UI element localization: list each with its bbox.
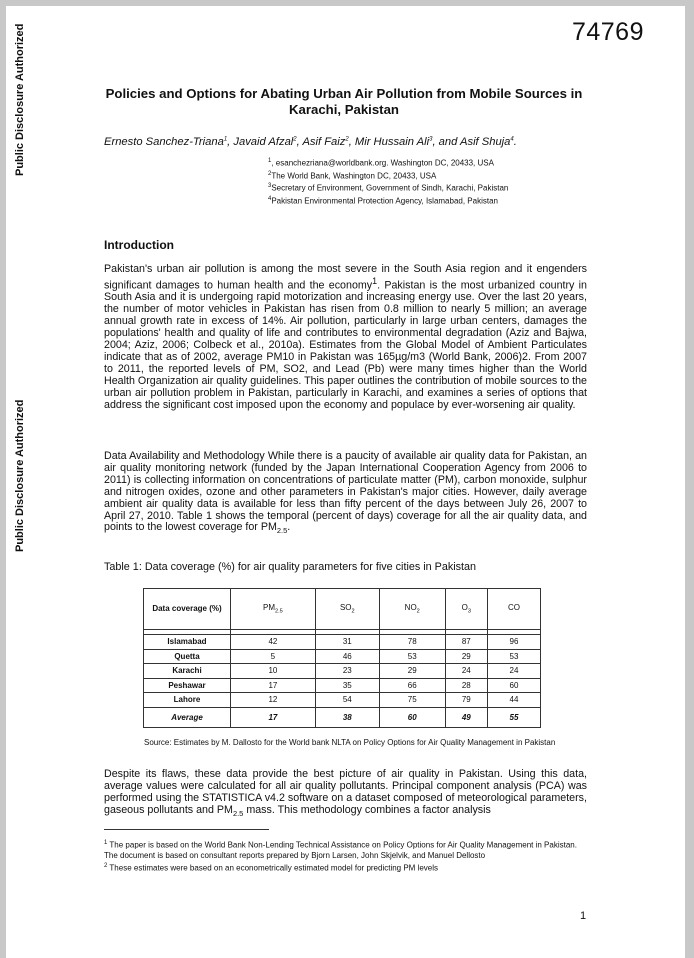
author-name: Asif Shuja — [460, 136, 511, 148]
affiliation-mark: 3 — [268, 183, 272, 190]
affiliation-line — [268, 169, 508, 182]
footnote-marker: 1 — [372, 275, 378, 286]
author-affiliation-mark: 1 — [223, 136, 228, 143]
table-row — [144, 693, 541, 708]
subscript: 2.5 — [232, 808, 244, 818]
footnote-divider — [104, 829, 269, 830]
author-name: Mir Hussain Ali — [354, 136, 430, 148]
value-cell: 12 — [231, 693, 316, 708]
affiliation-list — [268, 156, 508, 207]
value-cell: 54 — [315, 693, 379, 708]
author-separator: . — [513, 136, 517, 148]
affiliation-text: Pakistan Environmental Protection Agency, Islamabad, Pakistan — [271, 196, 498, 206]
value-cell: 53 — [487, 649, 540, 664]
footnote-list — [104, 838, 584, 873]
footnote-mark: 2 — [104, 862, 108, 869]
affiliation-mark: 1 — [268, 158, 272, 164]
column-header — [231, 589, 316, 630]
city-cell: Karachi — [144, 664, 231, 679]
author-separator: , — [227, 136, 234, 148]
average-value-cell: 38 — [315, 707, 379, 727]
data-coverage-table — [143, 588, 541, 728]
value-cell: 24 — [445, 664, 487, 679]
table-average-row — [144, 707, 541, 727]
author-affiliation-mark: 2 — [293, 136, 297, 143]
value-cell: 46 — [315, 649, 379, 664]
section-heading: Introduction — [104, 238, 174, 252]
disclosure-stamp-top — [14, 160, 26, 176]
average-label-cell: Average — [144, 707, 231, 727]
author-name: Ernesto Sanchez-Triana — [104, 136, 224, 148]
value-cell: 78 — [379, 635, 445, 650]
paragraph-text: . — [287, 521, 291, 534]
value-cell: 23 — [315, 664, 379, 679]
value-cell: 17 — [231, 678, 316, 693]
subscript: 3 — [467, 608, 471, 615]
value-cell: 10 — [231, 664, 316, 679]
footnote-text: The paper is based on the World Bank Non-Lending Technical Assistance on Policy Options for Air Quality Management in Pakistan. The document is based on consultant reports prepared by Bjorn Larsen, John Skjelvik, and Manuel Dellosto — [104, 840, 577, 860]
column-header-text: PM — [263, 603, 276, 613]
affiliation-text: , esanchezriana@worldbank.org. Washington DC, 20433, USA — [271, 158, 494, 168]
value-cell: 35 — [315, 678, 379, 693]
author-affiliation-mark: 3 — [429, 136, 433, 143]
city-cell: Peshawar — [144, 678, 231, 693]
affiliation-line — [268, 181, 508, 194]
author-separator: , and — [432, 136, 461, 148]
paragraph-text: mass. This methodology combines a factor analysis — [243, 803, 491, 816]
value-cell: 44 — [487, 693, 540, 708]
paragraph-text: Pakistan's urban air pollution is among the most severe in the South Asia region and it engenders significant damages to human health and the economy — [104, 263, 587, 292]
value-cell: 75 — [379, 693, 445, 708]
city-cell: Islamabad — [144, 635, 231, 650]
table-row — [144, 664, 541, 679]
author-separator: , — [348, 136, 355, 148]
table-row — [144, 635, 541, 650]
value-cell: 96 — [487, 635, 540, 650]
footnote-text: These estimates were based on an econometrically estimated model for predicting PM levels — [107, 863, 439, 873]
column-header-text: SO — [339, 603, 352, 613]
column-header-text: CO — [507, 603, 520, 613]
affiliation-mark: 2 — [268, 170, 272, 177]
table-row — [144, 649, 541, 664]
subscript: 2.5 — [275, 608, 283, 615]
author-list — [104, 136, 517, 148]
column-header — [379, 589, 445, 630]
body-paragraph — [104, 769, 587, 820]
affiliation-line — [268, 156, 508, 169]
paper-title: Policies and Options for Abating Urban Air Pollution from Mobile Sources in Karachi, Pakistan — [105, 86, 583, 117]
column-header — [445, 589, 487, 630]
column-header — [487, 589, 540, 630]
disclosure-stamp-bottom — [14, 536, 26, 552]
city-cell: Lahore — [144, 693, 231, 708]
page-number: 1 — [580, 910, 587, 922]
value-cell: 28 — [445, 678, 487, 693]
value-cell: 24 — [487, 664, 540, 679]
column-header — [315, 589, 379, 630]
affiliation-line — [268, 194, 508, 207]
footnote — [104, 861, 584, 874]
affiliation-mark: 4 — [268, 195, 272, 202]
subscript: 2 — [351, 608, 355, 615]
author-name: Javaid Afzal — [233, 136, 294, 148]
value-cell: 42 — [231, 635, 316, 650]
body-paragraph — [104, 451, 587, 537]
author-name: Asif Faiz — [302, 136, 346, 148]
value-cell: 87 — [445, 635, 487, 650]
table-source-note: Source: Estimates by M. Dallosto for the World bank NLTA on Policy Options for Air Quality Management in Pakistan — [144, 738, 556, 747]
affiliation-text: Secretary of Environment, Government of Sindh, Karachi, Pakistan — [271, 183, 509, 193]
average-value-cell: 17 — [231, 707, 316, 727]
subscript: 2.5 — [276, 526, 288, 536]
author-affiliation-mark: 2 — [345, 136, 349, 143]
average-value-cell: 55 — [487, 707, 540, 727]
table-caption: Table 1: Data coverage (%) for air quality parameters for five cities in Pakistan — [104, 561, 477, 573]
table-corner-cell: Data coverage (%) — [144, 589, 231, 630]
value-cell: 29 — [379, 664, 445, 679]
table-header-row — [144, 589, 541, 630]
affiliation-text: The World Bank, Washington DC, 20433, USA — [271, 171, 437, 181]
average-value-cell: 60 — [379, 707, 445, 727]
city-cell: Quetta — [144, 649, 231, 664]
table-row — [144, 678, 541, 693]
value-cell: 60 — [487, 678, 540, 693]
value-cell: 31 — [315, 635, 379, 650]
paragraph-text: Data Availability and Methodology While there is a paucity of available air quality data for Pakistan, an air quality monitoring network (funded by the Japan International Cooperation Agency from 2006 to 2011) is collecting information on concentrations of particulate matter (PM), carbon monoxide, sulphur and nitrogen oxides, ozone and other parameters in Pakistan's major cities. However, daily average ambient air quality data is available for less than fifty percent of the days between July 26, 2007 to April 27, 2010. Table 1 shows the temporal (percent of days) coverage for all the air quality data, and points to the lowest coverage for PM — [104, 450, 587, 534]
author-affiliation-mark: 4 — [510, 136, 514, 143]
subscript: 2 — [416, 608, 420, 615]
author-separator: , — [296, 136, 303, 148]
value-cell: 29 — [445, 649, 487, 664]
paragraph-text: Despite its flaws, these data provide the best picture of air quality in Pakistan. Using this data, average values were calculated for all air quality pollutants. Principal component analysis (PCA) was performed using the STATISTICA v4.2 software on a dataset composed of meteorological parameters, gaseous pollutants and PM — [104, 768, 587, 816]
value-cell: 79 — [445, 693, 487, 708]
paragraph-text: . Pakistan is the most urbanized country in South Asia and it is undergoing rapid motorization and increasing energy use. Over the last 20 years, the number of motor vehicles in Pakistan has risen from 0.8 million to nearly 5 million; an average annual growth rate in excess of 14%. Air pollution, particularly in large urban centers, damages the populations' health and quality of life and contributes to environmental degradation (Aziz and Bajwa, 2004; Aziz, 2006; Colbeck et al., 2010a). Estimates from the Global Model of Ambient Particulates indicate that as of 2002, average PM10 in Pakistan was 165µg/m3 (World Bank, 2006)2. From 2007 to 2011, the reported levels of PM, SO2, and Lead (Pb) were many times higher than the World Health Organization air quality guidelines. This paper outlines the contribution of mobile sources to the urban air pollution problem in Pakistan, particularly in Karachi, and examines a series of options that address the significant cost imposed upon the economy and populace by ever-worsening air quality. — [104, 279, 587, 411]
value-cell: 5 — [231, 649, 316, 664]
footnote — [104, 838, 584, 861]
column-header-text: NO — [404, 603, 417, 613]
column-header-text: O — [461, 603, 468, 613]
average-value-cell: 49 — [445, 707, 487, 727]
value-cell: 66 — [379, 678, 445, 693]
report-number: 74769 — [571, 18, 644, 46]
body-paragraph — [104, 264, 587, 411]
footnote-mark: 1 — [104, 840, 108, 846]
value-cell: 53 — [379, 649, 445, 664]
